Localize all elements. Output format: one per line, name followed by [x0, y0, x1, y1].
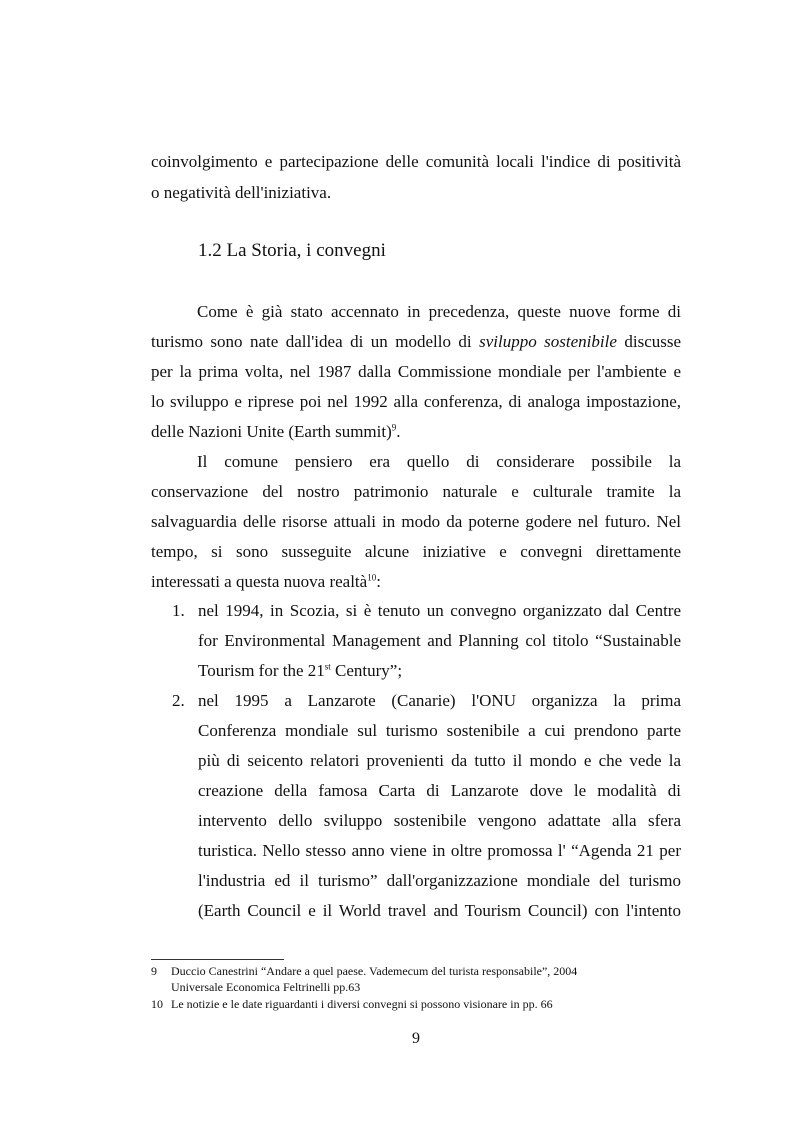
page-number: 9: [412, 1030, 420, 1047]
footnote-text: Le notizie e le date riguardanti i diversi convegni si possono visionare in pp. 66: [171, 997, 553, 1011]
body-line: delle Nazioni Unite (Earth summit)$^9$.: [151, 422, 401, 441]
body-line: coinvolgimento e partecipazione delle comunità locali l'indice di positività: [151, 152, 681, 171]
section-title: 1.2 La Storia, i convegni: [198, 240, 386, 261]
superscript: st: [324, 661, 331, 672]
footnote-number: 9: [151, 964, 157, 978]
list-line: l'industria ed il turismo” dall'organizzazione mondiale del turismo: [198, 871, 681, 890]
body-line: tempo, si sono susseguite alcune iniziative e convegni direttamente: [151, 542, 681, 561]
list-line: nel 1995 a Lanzarote (Canarie) l'ONU organizza la prima: [198, 691, 681, 710]
emphasis-text: sviluppo sostenibile: [479, 332, 617, 351]
list-line: for Environmental Management and Planning col titolo “Sustainable: [198, 631, 681, 650]
list-line: più di seicento relatori provenienti da tutto il mondo e che vede la: [198, 751, 681, 770]
footnote-text: Universale Economica Feltrinelli pp.63: [171, 980, 361, 994]
list-number: 1.: [172, 601, 185, 620]
footnote-number: 10: [151, 997, 163, 1011]
footnote-separator: [151, 959, 284, 960]
list-number: 2.: [172, 691, 185, 710]
footnote-text: Duccio Canestrini “Andare a quel paese. Vademecum del turista responsabile”, 2004: [171, 964, 578, 978]
footnote-ref: 10: [367, 572, 377, 583]
body-line: Come è già stato accennato in precedenza, queste nuove forme di: [197, 302, 681, 321]
body-line: interessati a questa nuova realtà$^{10}$:: [151, 572, 381, 591]
body-line: per la prima volta, nel 1987 dalla Commissione mondiale per l'ambiente e: [151, 362, 681, 381]
list-line: Tourism for the 21st Century”;: [198, 661, 403, 680]
list-line: creazione della famosa Carta di Lanzarote dove le modalità di: [198, 781, 681, 800]
body-line: conservazione del nostro patrimonio naturale e culturale tramite la: [151, 482, 681, 501]
list-line: intervento dello sviluppo sostenibile vengono adattate alla sfera: [198, 811, 681, 830]
body-line: turismo sono nate dall'idea di un modello di sviluppo sostenibile discusse: [151, 332, 682, 351]
footnote-ref: 9: [391, 422, 397, 433]
body-line: o negatività dell'iniziativa.: [151, 183, 332, 202]
body-line: lo sviluppo e riprese poi nel 1992 alla conferenza, di analoga impostazione,: [151, 392, 681, 411]
body-line: Il comune pensiero era quello di considerare possibile la: [197, 452, 681, 471]
list-line: turistica. Nello stesso anno viene in oltre promossa l' “Agenda 21 per: [198, 841, 681, 860]
list-line: Conferenza mondiale sul turismo sostenibile a cui prendono parte: [198, 721, 681, 740]
list-line: nel 1994, in Scozia, si è tenuto un convegno organizzato dal Centre: [198, 601, 681, 620]
list-line: (Earth Council e il World travel and Tourism Council) con l'intento: [198, 901, 681, 920]
body-line: salvaguardia delle risorse attuali in modo da poterne godere nel futuro. Nel: [151, 512, 681, 531]
